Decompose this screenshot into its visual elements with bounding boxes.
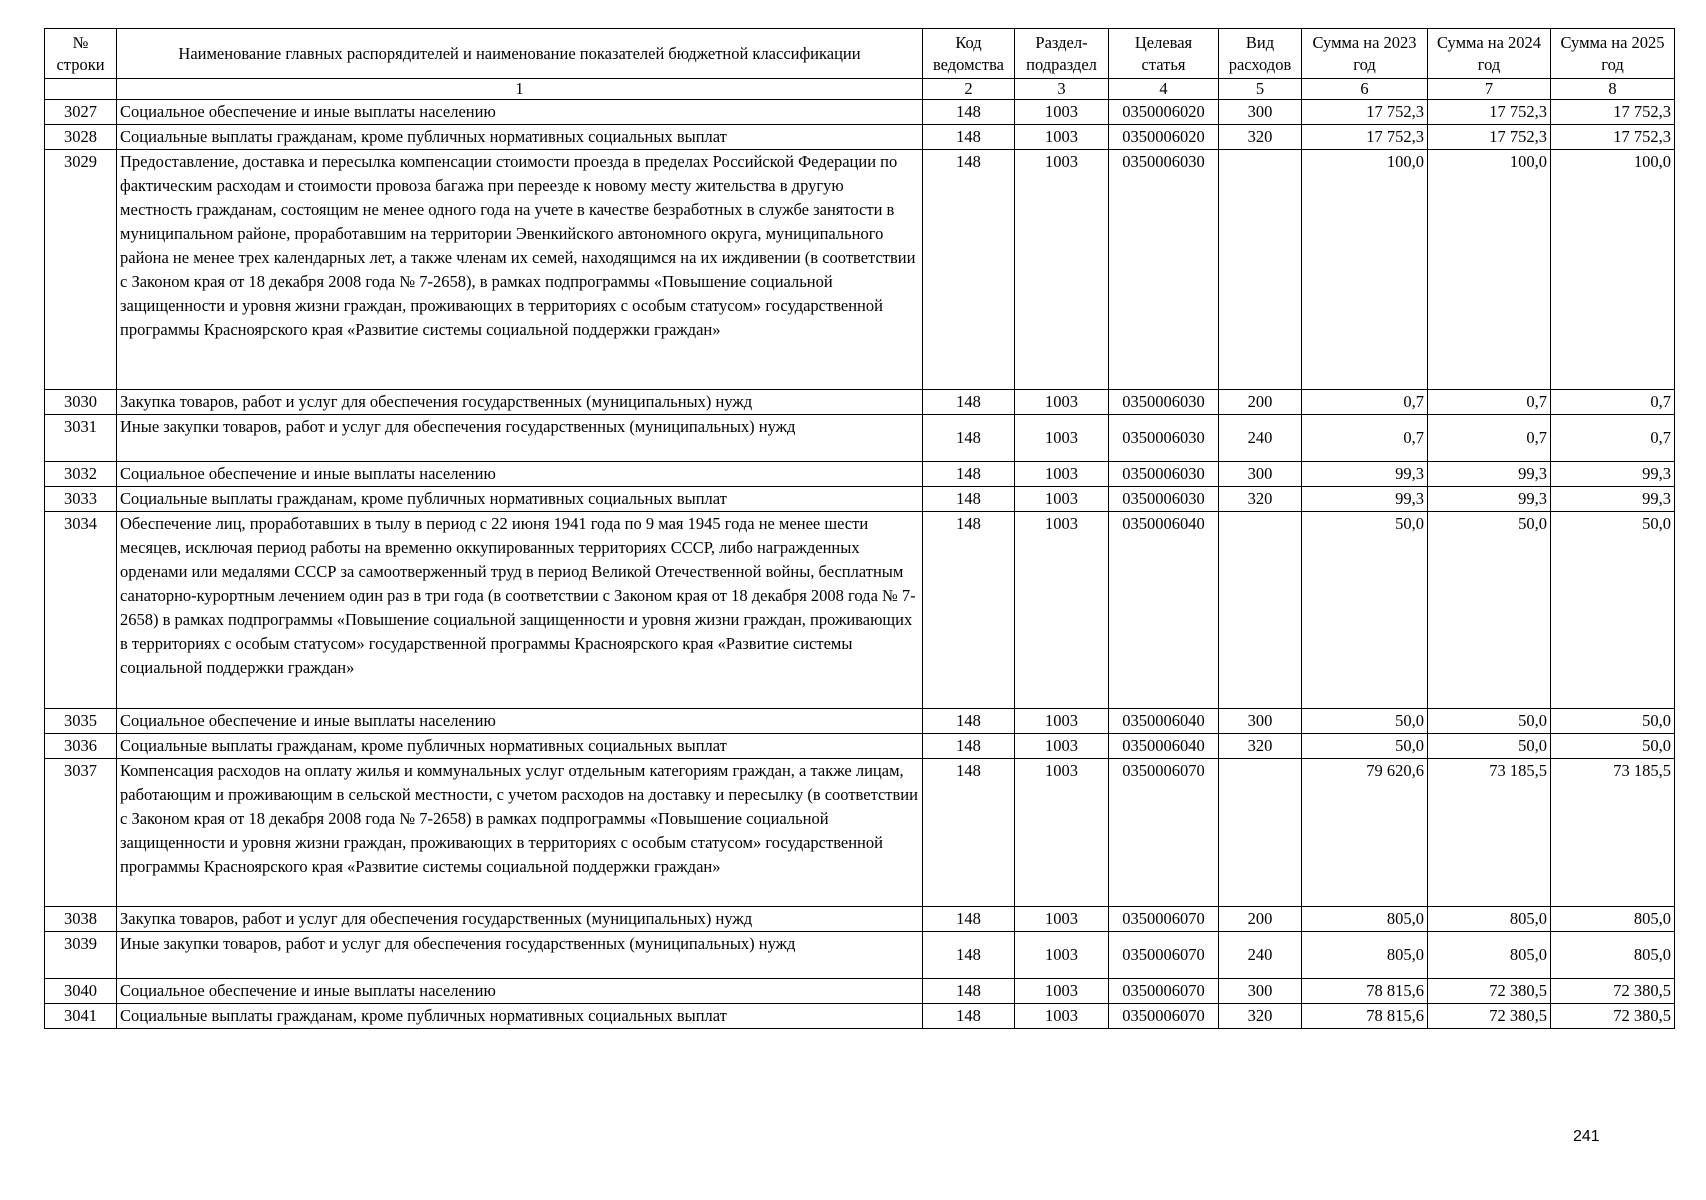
header-row-no: № строки	[45, 29, 117, 79]
column-number-blank	[45, 79, 117, 100]
row-sum-2025: 100,0	[1551, 150, 1675, 390]
row-kind-code: 300	[1219, 100, 1302, 125]
row-dept-code: 148	[923, 415, 1015, 462]
row-dept-code: 148	[923, 512, 1015, 709]
row-number: 3036	[45, 734, 117, 759]
row-target-code: 0350006020	[1109, 125, 1219, 150]
row-sum-2025: 17 752,3	[1551, 100, 1675, 125]
row-dept-code: 148	[923, 125, 1015, 150]
row-name: Закупка товаров, работ и услуг для обеспечения государственных (муниципальных) нужд	[117, 390, 923, 415]
row-sum-2025: 99,3	[1551, 462, 1675, 487]
row-sum-2024: 50,0	[1428, 512, 1551, 709]
row-section-code: 1003	[1015, 759, 1109, 907]
row-name: Социальные выплаты гражданам, кроме публичных нормативных социальных выплат	[117, 1004, 923, 1029]
row-sum-2025: 0,7	[1551, 390, 1675, 415]
row-dept-code: 148	[923, 487, 1015, 512]
row-sum-2025: 50,0	[1551, 709, 1675, 734]
table-row	[45, 759, 1675, 907]
row-number: 3040	[45, 979, 117, 1004]
row-sum-2023: 17 752,3	[1302, 100, 1428, 125]
row-name: Обеспечение лиц, проработавших в тылу в период с 22 июня 1941 года по 9 мая 1945 года не менее шести месяцев, исключая период работы на временно оккупированных территориях СССР, либо награжденных орденами или медалями СССР за самоотверженный труд в период Великой Отечественной войны, бесплатным санаторно-курортным лечением один раз в три года (в соответствии с Законом края от 18 декабря 2008 года № 7-2658) в рамках подпрограммы «Повышение социальной защищенности и уровня жизни граждан, проживающих в территориях с особым статусом» государственной программы Красноярского края «Развитие системы социальной поддержки граждан»	[117, 512, 923, 709]
row-dept-code: 148	[923, 734, 1015, 759]
row-name: Социальное обеспечение и иные выплаты населению	[117, 979, 923, 1004]
row-target-code: 0350006040	[1109, 709, 1219, 734]
row-sum-2025: 72 380,5	[1551, 1004, 1675, 1029]
row-sum-2023: 78 815,6	[1302, 1004, 1428, 1029]
row-name: Социальное обеспечение и иные выплаты населению	[117, 462, 923, 487]
row-sum-2024: 0,7	[1428, 415, 1551, 462]
row-section-code: 1003	[1015, 125, 1109, 150]
header-name: Наименование главных распорядителей и наименование показателей бюджетной классификации	[117, 29, 923, 79]
row-sum-2025: 805,0	[1551, 932, 1675, 979]
row-sum-2023: 0,7	[1302, 415, 1428, 462]
row-target-code: 0350006030	[1109, 150, 1219, 390]
table-row	[45, 932, 1675, 979]
row-sum-2024: 72 380,5	[1428, 1004, 1551, 1029]
row-dept-code: 148	[923, 150, 1015, 390]
row-target-code: 0350006040	[1109, 734, 1219, 759]
row-target-code: 0350006070	[1109, 932, 1219, 979]
table-row	[45, 125, 1675, 150]
row-number: 3034	[45, 512, 117, 709]
header-kind: Вид расходов	[1219, 29, 1302, 79]
table-row	[45, 415, 1675, 462]
row-sum-2025: 73 185,5	[1551, 759, 1675, 907]
row-section-code: 1003	[1015, 734, 1109, 759]
row-sum-2023: 99,3	[1302, 487, 1428, 512]
row-dept-code: 148	[923, 907, 1015, 932]
row-name: Социальное обеспечение и иные выплаты населению	[117, 100, 923, 125]
table-row	[45, 150, 1675, 390]
column-number: 4	[1109, 79, 1219, 100]
row-target-code: 0350006070	[1109, 979, 1219, 1004]
table-row	[45, 390, 1675, 415]
header-row	[45, 29, 1675, 79]
column-number: 1	[117, 79, 923, 100]
row-sum-2023: 79 620,6	[1302, 759, 1428, 907]
row-section-code: 1003	[1015, 390, 1109, 415]
row-number: 3028	[45, 125, 117, 150]
row-kind-code: 240	[1219, 415, 1302, 462]
row-sum-2024: 17 752,3	[1428, 125, 1551, 150]
table-row	[45, 734, 1675, 759]
row-target-code: 0350006040	[1109, 512, 1219, 709]
row-kind-code: 300	[1219, 709, 1302, 734]
row-sum-2024: 17 752,3	[1428, 100, 1551, 125]
row-sum-2023: 805,0	[1302, 932, 1428, 979]
row-section-code: 1003	[1015, 932, 1109, 979]
header-sum-2024: Сумма на 2024 год	[1428, 29, 1551, 79]
row-dept-code: 148	[923, 979, 1015, 1004]
row-sum-2024: 73 185,5	[1428, 759, 1551, 907]
row-section-code: 1003	[1015, 462, 1109, 487]
row-number: 3027	[45, 100, 117, 125]
row-sum-2023: 50,0	[1302, 734, 1428, 759]
row-kind-code	[1219, 512, 1302, 709]
row-sum-2023: 100,0	[1302, 150, 1428, 390]
row-name: Закупка товаров, работ и услуг для обеспечения государственных (муниципальных) нужд	[117, 907, 923, 932]
row-sum-2023: 0,7	[1302, 390, 1428, 415]
row-target-code: 0350006070	[1109, 759, 1219, 907]
row-section-code: 1003	[1015, 415, 1109, 462]
column-number: 2	[923, 79, 1015, 100]
row-sum-2023: 99,3	[1302, 462, 1428, 487]
row-dept-code: 148	[923, 1004, 1015, 1029]
row-section-code: 1003	[1015, 512, 1109, 709]
row-number: 3035	[45, 709, 117, 734]
column-number: 5	[1219, 79, 1302, 100]
row-sum-2023: 50,0	[1302, 709, 1428, 734]
row-dept-code: 148	[923, 390, 1015, 415]
row-sum-2024: 72 380,5	[1428, 979, 1551, 1004]
row-name: Социальные выплаты гражданам, кроме публичных нормативных социальных выплат	[117, 125, 923, 150]
budget-table	[44, 28, 1675, 1029]
table-row	[45, 709, 1675, 734]
row-name: Предоставление, доставка и пересылка компенсации стоимости проезда в пределах Российской Федерации по фактическим расходам и стоимости провоза багажа при переезде к новому месту жительства в другую местность гражданам, состоящим не менее одного года на учете в качестве безработных в службе занятости в муниципальном районе, проработавшим на территории Эвенкийского автономного округа, муниципального района не менее трех календарных лет, а также членам их семей, находящимся на их иждивении (в соответствии с Законом края от 18 декабря 2008 года № 7-2658), в рамках подпрограммы «Повышение социальной защищенности и уровня жизни граждан, проживающих в территориях с особым статусом» государственной программы Красноярского края «Развитие системы социальной поддержки граждан»	[117, 150, 923, 390]
page-number: 241	[1573, 1128, 1600, 1145]
row-kind-code: 300	[1219, 979, 1302, 1004]
table-row	[45, 462, 1675, 487]
row-kind-code: 320	[1219, 125, 1302, 150]
row-sum-2025: 50,0	[1551, 512, 1675, 709]
row-sum-2024: 99,3	[1428, 462, 1551, 487]
row-number: 3030	[45, 390, 117, 415]
column-number-row	[45, 79, 1675, 100]
row-number: 3038	[45, 907, 117, 932]
row-sum-2025: 72 380,5	[1551, 979, 1675, 1004]
row-number: 3029	[45, 150, 117, 390]
row-name: Иные закупки товаров, работ и услуг для обеспечения государственных (муниципальных) нужд	[117, 932, 923, 979]
header-section: Раздел-подраздел	[1015, 29, 1109, 79]
row-sum-2024: 100,0	[1428, 150, 1551, 390]
header-sum-2025: Сумма на 2025 год	[1551, 29, 1675, 79]
row-dept-code: 148	[923, 709, 1015, 734]
row-section-code: 1003	[1015, 1004, 1109, 1029]
row-sum-2024: 50,0	[1428, 709, 1551, 734]
row-dept-code: 148	[923, 462, 1015, 487]
row-name: Социальные выплаты гражданам, кроме публичных нормативных социальных выплат	[117, 734, 923, 759]
row-number: 3041	[45, 1004, 117, 1029]
row-section-code: 1003	[1015, 150, 1109, 390]
row-section-code: 1003	[1015, 487, 1109, 512]
row-name: Социальное обеспечение и иные выплаты населению	[117, 709, 923, 734]
row-target-code: 0350006030	[1109, 415, 1219, 462]
row-kind-code: 320	[1219, 734, 1302, 759]
row-kind-code: 200	[1219, 907, 1302, 932]
row-number: 3031	[45, 415, 117, 462]
row-sum-2024: 99,3	[1428, 487, 1551, 512]
row-kind-code: 320	[1219, 1004, 1302, 1029]
table-row	[45, 487, 1675, 512]
column-number: 8	[1551, 79, 1675, 100]
row-target-code: 0350006030	[1109, 462, 1219, 487]
column-number: 7	[1428, 79, 1551, 100]
row-dept-code: 148	[923, 100, 1015, 125]
table-body	[45, 100, 1675, 1029]
row-sum-2023: 805,0	[1302, 907, 1428, 932]
header-sum-2023: Сумма на 2023 год	[1302, 29, 1428, 79]
header-dept: Код ведомства	[923, 29, 1015, 79]
row-name: Компенсация расходов на оплату жилья и коммунальных услуг отдельным категориям граждан, а также лицам, работающим и проживающим в сельской местности, с учетом расходов на доставку и пересылку (в соответствии с Законом края от 18 декабря 2008 года № 7-2658) в рамках подпрограммы «Повышение социальной защищенности и уровня жизни граждан, проживающих в территориях с особым статусом» государственной программы Красноярского края «Развитие системы социальной поддержки граждан»	[117, 759, 923, 907]
row-number: 3032	[45, 462, 117, 487]
row-sum-2023: 17 752,3	[1302, 125, 1428, 150]
row-kind-code	[1219, 150, 1302, 390]
table-row	[45, 100, 1675, 125]
row-name: Иные закупки товаров, работ и услуг для обеспечения государственных (муниципальных) нужд	[117, 415, 923, 462]
row-kind-code: 320	[1219, 487, 1302, 512]
row-sum-2024: 805,0	[1428, 907, 1551, 932]
row-kind-code: 240	[1219, 932, 1302, 979]
row-kind-code	[1219, 759, 1302, 907]
row-sum-2023: 78 815,6	[1302, 979, 1428, 1004]
row-target-code: 0350006020	[1109, 100, 1219, 125]
row-section-code: 1003	[1015, 709, 1109, 734]
row-dept-code: 148	[923, 759, 1015, 907]
row-sum-2024: 805,0	[1428, 932, 1551, 979]
row-target-code: 0350006030	[1109, 487, 1219, 512]
row-sum-2025: 0,7	[1551, 415, 1675, 462]
table-row	[45, 512, 1675, 709]
row-name: Социальные выплаты гражданам, кроме публичных нормативных социальных выплат	[117, 487, 923, 512]
row-number: 3039	[45, 932, 117, 979]
row-section-code: 1003	[1015, 100, 1109, 125]
row-sum-2025: 99,3	[1551, 487, 1675, 512]
row-target-code: 0350006070	[1109, 1004, 1219, 1029]
table-row	[45, 979, 1675, 1004]
row-kind-code: 300	[1219, 462, 1302, 487]
table-row	[45, 1004, 1675, 1029]
row-section-code: 1003	[1015, 907, 1109, 932]
row-target-code: 0350006030	[1109, 390, 1219, 415]
column-number: 6	[1302, 79, 1428, 100]
row-dept-code: 148	[923, 932, 1015, 979]
row-sum-2025: 17 752,3	[1551, 125, 1675, 150]
row-section-code: 1003	[1015, 979, 1109, 1004]
row-sum-2024: 0,7	[1428, 390, 1551, 415]
row-target-code: 0350006070	[1109, 907, 1219, 932]
row-sum-2025: 805,0	[1551, 907, 1675, 932]
row-number: 3033	[45, 487, 117, 512]
row-number: 3037	[45, 759, 117, 907]
row-kind-code: 200	[1219, 390, 1302, 415]
row-sum-2025: 50,0	[1551, 734, 1675, 759]
table-row	[45, 907, 1675, 932]
column-number: 3	[1015, 79, 1109, 100]
row-sum-2024: 50,0	[1428, 734, 1551, 759]
row-sum-2023: 50,0	[1302, 512, 1428, 709]
header-target: Целевая статья	[1109, 29, 1219, 79]
